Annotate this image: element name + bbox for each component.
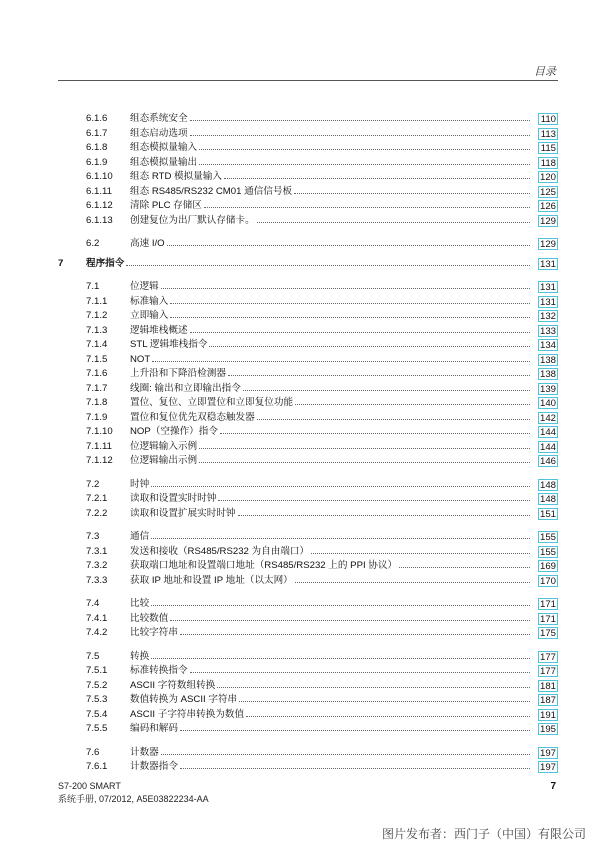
toc-entry[interactable]: [58, 353, 558, 368]
toc-page-link[interactable]: 142: [539, 412, 556, 424]
toc-entry-title: 比较字符串: [130, 627, 178, 638]
toc-entry-title: 时钟: [130, 478, 150, 490]
toc-entry-title: 立即输入: [130, 310, 169, 321]
toc-entry-title-wrap: [130, 353, 532, 368]
toc-entry-title: ASCII 字符数组转换: [130, 679, 216, 691]
toc-page-link[interactable]: 177: [539, 651, 556, 663]
toc-page-link[interactable]: 134: [539, 340, 556, 351]
toc-entry-title-wrap: [130, 760, 532, 775]
toc-entry-title-wrap: [130, 199, 532, 214]
toc-entry[interactable]: [58, 454, 558, 469]
toc-entry[interactable]: [58, 693, 558, 708]
dot-leader: [190, 127, 530, 136]
toc-entry-number: 7.4.1: [86, 612, 108, 624]
toc-page-link[interactable]: 138: [539, 354, 556, 366]
toc-entry-title-wrap: [130, 141, 532, 156]
footer-page-number: 7: [550, 781, 556, 792]
dot-leader: [199, 156, 530, 165]
toc-entry-number: 7.1: [86, 281, 100, 292]
toc-entry-number: 6.1.9: [86, 156, 108, 168]
toc-entry-title: 计数器: [130, 746, 159, 758]
toc-entry-number: 6.1.12: [86, 200, 113, 211]
toc-entry[interactable]: [58, 382, 558, 397]
dot-leader: [126, 257, 530, 266]
toc-page-link[interactable]: 132: [539, 311, 556, 322]
toc-entry[interactable]: [58, 492, 558, 507]
toc-entry-number: 7.4.2: [86, 627, 108, 638]
dot-leader: [220, 425, 530, 434]
toc-entry-number: 7.1.2: [86, 310, 108, 321]
toc-page-link[interactable]: 131: [539, 282, 556, 293]
toc-entry[interactable]: [58, 650, 558, 665]
toc-entry-number: 6.1.13: [86, 214, 113, 226]
toc-entry-title: 位逻辑输出示例: [130, 455, 198, 466]
toc-entry-title: 标准输入: [130, 295, 169, 307]
toc-entry-title-wrap: [130, 679, 532, 694]
toc-entry-title-wrap: [130, 367, 532, 382]
toc-entry[interactable]: [58, 746, 558, 761]
toc-entry-title: 发送和接收（RS485/RS232 为自由端口）: [130, 545, 310, 557]
toc-entry-title-wrap: [130, 295, 532, 310]
toc-entry-title-wrap: [130, 214, 532, 229]
toc-entry-title: 程序指令: [86, 257, 125, 269]
toc-entry-title: 标准转换指令: [130, 665, 188, 676]
dot-leader: [228, 367, 530, 376]
toc-page-link[interactable]: 169: [539, 561, 556, 572]
dot-leader: [239, 693, 530, 702]
toc-entry-number: 7.3: [86, 531, 100, 542]
toc-entry-title-wrap: [130, 650, 532, 665]
dot-leader: [243, 382, 530, 391]
toc-entry[interactable]: [58, 478, 558, 493]
toc-entry-title-wrap: [130, 545, 532, 560]
toc-entry-title-wrap: [130, 338, 532, 353]
toc-entry-number: 7.2.2: [86, 507, 108, 519]
toc-entry-title: 比较数值: [130, 612, 169, 624]
toc-page-link[interactable]: 171: [539, 613, 556, 625]
toc-entry-number: 7.1.8: [86, 397, 108, 408]
dot-leader: [204, 199, 530, 208]
dot-leader: [167, 237, 530, 246]
toc-entry[interactable]: [58, 440, 558, 455]
toc-entry-title: NOP（空操作）指令: [130, 426, 218, 437]
dot-leader: [257, 214, 530, 223]
dot-leader: [311, 545, 530, 554]
toc-entry-number: 6.1.7: [86, 127, 108, 139]
toc-page-link[interactable]: 175: [539, 628, 556, 639]
toc-page-link[interactable]: 118: [538, 157, 558, 169]
dot-leader: [217, 679, 530, 688]
toc-page-link[interactable]: 191: [539, 709, 556, 721]
toc-entry-number: 7.1.9: [86, 411, 108, 423]
toc-page-link[interactable]: 115: [538, 142, 558, 154]
toc-entry-title-wrap: [130, 530, 532, 545]
toc-entry-number: 7.2: [86, 478, 100, 490]
toc-entry[interactable]: [58, 574, 558, 589]
toc-entry[interactable]: [58, 722, 558, 737]
toc-entry-title: STL 逻辑堆栈指令: [130, 339, 208, 350]
toc-entry-title-wrap: [130, 127, 532, 142]
toc-entry-title-wrap: [130, 507, 532, 522]
toc-entry-title-wrap: [86, 257, 532, 272]
toc-entry-title-wrap: [130, 708, 532, 723]
toc-page-link[interactable]: 155: [539, 532, 556, 543]
dot-leader: [257, 411, 530, 420]
toc-entry[interactable]: [58, 141, 558, 156]
toc-entry-title-wrap: [130, 185, 532, 200]
toc-entry-title: 数值转换为 ASCII 字符串: [130, 694, 238, 705]
toc-entry-title-wrap: [130, 112, 532, 127]
toc-entry-number: 7.2.1: [86, 493, 108, 504]
dot-leader: [180, 722, 530, 731]
toc-entry[interactable]: [58, 199, 558, 214]
toc-entry-title: 置位、复位、立即置位和立即复位功能: [130, 397, 294, 408]
toc-page-link[interactable]: 120: [539, 172, 556, 183]
toc-entry[interactable]: [58, 170, 558, 185]
toc-entry[interactable]: [58, 626, 558, 641]
toc-entry-number: 7.1.4: [86, 339, 108, 350]
toc-entry-title-wrap: [130, 626, 532, 641]
toc-entry-title: 创建复位为出厂默认存储卡。: [130, 214, 255, 226]
toc-entry-title-wrap: [130, 280, 532, 295]
toc-entry-number: 7.1.5: [86, 353, 108, 365]
toc-page-link[interactable]: 146: [539, 456, 556, 467]
toc-entry-title: 计数器指令: [130, 761, 178, 772]
toc-page-link[interactable]: 148: [539, 494, 556, 505]
dot-leader: [161, 746, 530, 755]
toc-entry[interactable]: [58, 612, 558, 627]
toc-entry[interactable]: [58, 708, 558, 723]
toc-entry[interactable]: [58, 295, 558, 310]
toc-page-link[interactable]: 151: [539, 508, 556, 520]
toc-page-link[interactable]: 170: [539, 575, 556, 587]
toc-entry-title: 位逻辑: [130, 281, 159, 292]
dot-leader: [399, 559, 530, 568]
dot-leader: [151, 530, 530, 539]
dot-leader: [180, 760, 530, 769]
toc-entry-number: 7.4: [86, 598, 100, 609]
toc-entry[interactable]: [58, 559, 558, 574]
footer-manual-info: 系统手册, 07/2012, A5E03822234-AA: [58, 794, 209, 804]
dot-leader: [151, 597, 530, 606]
toc-page-link[interactable]: 181: [539, 680, 556, 692]
toc-entry-number: 7.1.1: [86, 295, 108, 307]
toc-entry-title: 读取和设置实时时钟: [130, 493, 217, 504]
toc-page-link[interactable]: 171: [539, 599, 556, 610]
dot-leader: [151, 650, 530, 659]
toc-entry[interactable]: [58, 664, 558, 679]
toc-entry-title: 组态系统安全: [130, 113, 188, 124]
toc-entry[interactable]: [58, 309, 558, 324]
toc-entry-title: 转换: [130, 650, 150, 662]
toc-page-link[interactable]: 195: [539, 724, 556, 735]
toc-entry[interactable]: [58, 597, 558, 612]
dot-leader: [170, 309, 530, 318]
toc-page-link[interactable]: 131: [539, 258, 556, 270]
toc-entry[interactable]: [58, 257, 558, 272]
toc-entry-number: 6.1.10: [86, 171, 113, 182]
toc-entry-title: 通信: [130, 531, 150, 542]
toc-entry[interactable]: [58, 507, 558, 522]
toc-entry-title: 组态 RTD 模拟量输入: [130, 171, 223, 182]
table-of-contents: [58, 112, 558, 775]
toc-entry-number: 6.1.8: [86, 142, 108, 153]
toc-entry-title: 置位和复位优先双稳态触发器: [130, 411, 255, 423]
toc-entry-title-wrap: [130, 382, 532, 397]
footer-product: S7-200 SMART: [58, 781, 121, 791]
toc-entry[interactable]: [58, 112, 558, 127]
dot-leader: [294, 185, 530, 194]
toc-entry[interactable]: [58, 760, 558, 775]
dot-leader: [295, 574, 530, 583]
toc-entry-title-wrap: [130, 693, 532, 708]
toc-page-link[interactable]: 144: [539, 441, 556, 453]
toc-entry-title: 组态模拟量输入: [130, 142, 198, 153]
toc-entry-title: 组态启动选项: [130, 127, 188, 139]
toc-entry[interactable]: [58, 545, 558, 560]
toc-entry[interactable]: [58, 214, 558, 229]
toc-entry[interactable]: [58, 156, 558, 171]
toc-entry[interactable]: [58, 324, 558, 339]
toc-entry-number: 7.1.11: [86, 440, 112, 452]
toc-entry-title-wrap: [130, 324, 532, 339]
toc-entry-number: 7.1.3: [86, 324, 108, 336]
dot-leader: [224, 170, 530, 179]
toc-entry-title: 获取端口地址和设置端口地址（RS485/RS232 上的 PPI 协议）: [130, 560, 398, 571]
toc-page-link[interactable]: 187: [539, 695, 556, 706]
toc-page-link[interactable]: 129: [539, 215, 556, 227]
toc-entry-number: 6.1.6: [86, 113, 108, 124]
header-rule: [58, 80, 558, 81]
toc-entry-title-wrap: [130, 574, 532, 589]
toc-page-link[interactable]: 148: [539, 479, 556, 491]
dot-leader: [199, 440, 530, 449]
toc-entry-title: ASCII 子字符串转换为数值: [130, 708, 245, 720]
toc-page-link[interactable]: 138: [539, 369, 556, 380]
dot-leader: [209, 338, 530, 347]
dot-leader: [218, 492, 530, 501]
toc-entry-number: 6.2: [86, 238, 100, 249]
toc-entry-title-wrap: [130, 478, 532, 493]
toc-entry[interactable]: [58, 237, 558, 252]
toc-entry-title: NOT: [130, 353, 151, 365]
dot-leader: [295, 396, 530, 405]
toc-page-link[interactable]: 197: [539, 762, 556, 773]
toc-entry-number: 7.5.2: [86, 679, 108, 691]
toc-entry-title-wrap: [130, 612, 532, 627]
dot-leader: [190, 112, 530, 121]
toc-entry-number: 6.1.11: [86, 185, 112, 197]
toc-page-link[interactable]: 131: [539, 296, 556, 308]
toc-entry-title-wrap: [130, 597, 532, 612]
toc-entry-title-wrap: [130, 454, 532, 469]
toc-entry[interactable]: [58, 127, 558, 142]
toc-entry-number: 7.1.7: [86, 382, 108, 394]
toc-page-link[interactable]: 133: [539, 325, 556, 337]
toc-page-link[interactable]: 197: [539, 747, 556, 759]
toc-page-link[interactable]: 113: [538, 128, 558, 140]
toc-entry-title: 逻辑堆栈概述: [130, 324, 188, 336]
toc-entry-number: 7.3.2: [86, 560, 108, 571]
dot-leader: [190, 664, 530, 673]
dot-leader: [246, 708, 530, 717]
toc-entry-title: 组态模拟量输出: [130, 156, 198, 168]
header-title: 目录: [534, 66, 556, 78]
toc-entry[interactable]: [58, 338, 558, 353]
toc-entry-title: 清除 PLC 存储区: [130, 200, 202, 211]
toc-entry-title: 上升沿和下降沿检测器: [130, 368, 226, 379]
toc-entry[interactable]: [58, 280, 558, 295]
toc-entry-number: 7.5: [86, 650, 100, 662]
toc-entry[interactable]: [58, 530, 558, 545]
toc-entry-number: 7.1.12: [86, 455, 113, 466]
toc-entry-number: 7.1.10: [86, 426, 113, 437]
toc-entry-title-wrap: [130, 396, 532, 411]
toc-entry-number: 7.3.3: [86, 574, 108, 586]
toc-entry-title: 组态 RS485/RS232 CM01 通信信号板: [130, 185, 293, 197]
dot-leader: [170, 612, 530, 621]
dot-leader: [151, 478, 530, 487]
toc-entry-title-wrap: [130, 309, 532, 324]
toc-page-link[interactable]: 140: [539, 398, 556, 409]
toc-entry[interactable]: [58, 396, 558, 411]
toc-entry[interactable]: [58, 425, 558, 440]
toc-entry-number: 7.6.1: [86, 761, 108, 772]
dot-leader: [199, 141, 530, 150]
toc-entry-title-wrap: [130, 559, 532, 574]
toc-page-link[interactable]: 125: [539, 186, 556, 198]
toc-entry-title: 位逻辑输入示例: [130, 440, 198, 452]
toc-entry-number: 7.5.1: [86, 665, 108, 676]
footer-left: [58, 780, 209, 806]
toc-entry-title: 高速 I/O: [130, 238, 165, 249]
toc-entry-number: 7.5.3: [86, 694, 108, 705]
toc-entry-title-wrap: [130, 746, 532, 761]
toc-entry-title: 比较: [130, 598, 150, 609]
toc-page-link[interactable]: 155: [539, 546, 556, 558]
watermark-publisher: 图片发布者：西门子（中国）有限公司: [381, 827, 586, 841]
toc-entry-number: 7.1.6: [86, 368, 108, 379]
toc-entry-title-wrap: [130, 722, 532, 737]
toc-entry-number: 7.6: [86, 746, 100, 758]
toc-entry-title-wrap: [130, 492, 532, 507]
toc-entry-title-wrap: [130, 425, 532, 440]
toc-page-link[interactable]: 110: [538, 113, 558, 125]
toc-entry-number: 7.5.5: [86, 723, 108, 734]
toc-entry-number: 7: [58, 257, 64, 269]
toc-entry[interactable]: [58, 185, 558, 200]
toc-page-link[interactable]: 144: [539, 427, 556, 438]
dot-leader: [190, 324, 530, 333]
toc-entry-title-wrap: [130, 170, 532, 185]
toc-entry-title: 编码和解码: [130, 723, 178, 734]
toc-page-link[interactable]: 177: [539, 666, 556, 677]
toc-entry-title-wrap: [130, 156, 532, 171]
toc-page-link[interactable]: 139: [539, 383, 556, 395]
dot-leader: [238, 507, 530, 516]
toc-entry-title: 获取 IP 地址和设置 IP 地址（以太网）: [130, 574, 293, 586]
toc-entry[interactable]: [58, 367, 558, 382]
toc-entry-title-wrap: [130, 237, 532, 252]
toc-entry-title-wrap: [130, 411, 532, 426]
dot-leader: [170, 295, 530, 304]
toc-entry-number: 7.5.4: [86, 708, 108, 720]
toc-page-link[interactable]: 126: [539, 201, 556, 212]
dot-leader: [161, 280, 530, 289]
dot-leader: [199, 454, 530, 463]
toc-entry-number: 7.3.1: [86, 545, 108, 557]
toc-entry[interactable]: [58, 679, 558, 694]
toc-entry-title: 线圈: 输出和立即输出指令: [130, 382, 241, 394]
toc-entry[interactable]: [58, 411, 558, 426]
toc-entry-title-wrap: [130, 664, 532, 679]
toc-entry-title: 读取和设置扩展实时时钟: [130, 507, 236, 519]
dot-leader: [180, 626, 530, 635]
dot-leader: [152, 353, 530, 362]
toc-page-link[interactable]: 129: [539, 239, 556, 250]
toc-entry-title-wrap: [130, 440, 532, 455]
